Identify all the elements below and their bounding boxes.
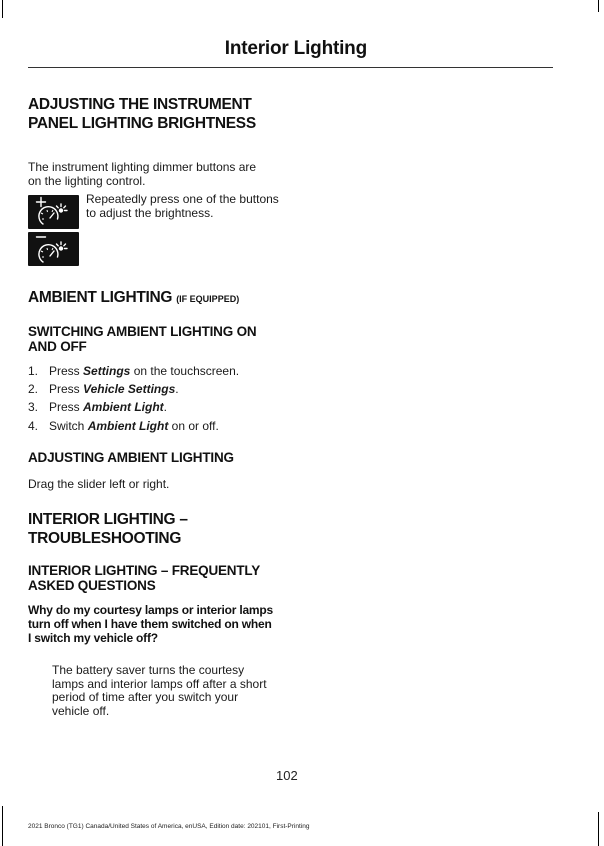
- list-item: [28, 362, 288, 380]
- step-emphasis: Ambient Light: [83, 400, 164, 415]
- section-heading: [28, 288, 328, 309]
- subsection-heading: SWITCHING AMBIENT LIGHTING ON AND OFF: [28, 324, 257, 354]
- brightness-decrease-icon: [28, 232, 79, 266]
- page-title: Interior Lighting: [224, 38, 367, 59]
- section-heading: INTERIOR LIGHTING – TROUBLESHOOTING: [28, 511, 188, 547]
- page-number: 102: [276, 768, 298, 783]
- brightness-increase-icon: [28, 195, 79, 229]
- step-text: .: [163, 400, 168, 415]
- dimmer-icons-block: [28, 192, 279, 270]
- ambient-heading-note: (IF EQUIPPED): [176, 294, 240, 304]
- subsection-heading: INTERIOR LIGHTING – FREQUENTLY ASKED QUESTIONS: [28, 563, 260, 593]
- step-text: Press: [49, 382, 84, 397]
- step-number: 3.: [28, 400, 39, 415]
- intro-text: The instrument lighting dimmer buttons are on the lighting control.: [28, 160, 257, 188]
- faq-question: Why do my courtesy lamps or interior lamps turn off when I have them switched on when I switch my vehicle off?: [28, 603, 273, 645]
- step-text: .: [175, 382, 179, 397]
- header-divider: [28, 67, 553, 68]
- crop-mark-top-left: [2, 0, 3, 18]
- ambient-steps: [28, 362, 288, 435]
- edition-info: 2021 Bronco (TG1) Canada/United States of America, enUSA, Edition date: 202101, First-Printing: [28, 823, 310, 830]
- step-number: 4.: [28, 418, 39, 433]
- step-emphasis: Ambient Light: [87, 418, 169, 433]
- list-item: [28, 380, 288, 398]
- section-instrument-brightness: [28, 95, 278, 133]
- adjusting-ambient-block: [28, 451, 288, 466]
- faq-answer-block: [52, 664, 274, 718]
- step-emphasis: Settings: [83, 364, 131, 378]
- step-number: 1.: [28, 364, 39, 378]
- step-text: on or off.: [168, 418, 219, 433]
- section-troubleshooting: [28, 510, 238, 548]
- crop-mark-bottom-left: [2, 806, 3, 846]
- adjusting-text: Drag the slider left or right.: [28, 477, 170, 491]
- steps-list: [28, 362, 288, 435]
- section-heading: ADJUSTING THE INSTRUMENT PANEL LIGHTING BRIGHTNESS: [28, 96, 256, 132]
- faq-heading-block: [28, 564, 280, 593]
- step-number: 2.: [28, 382, 39, 397]
- icon-instruction-text: Repeatedly press one of the buttons to adjust the brightness.: [86, 192, 279, 220]
- list-item: [28, 417, 288, 435]
- step-text: Switch: [49, 418, 88, 433]
- switching-ambient-block: [28, 325, 278, 354]
- faq-question-block: [28, 603, 276, 645]
- faq-answer: The battery saver turns the courtesy lamps and interior lamps off after a short period of time after you switch your vehicle off.: [52, 663, 267, 718]
- ambient-heading-text: AMBIENT LIGHTING: [28, 289, 173, 306]
- step-text: on the touchscreen.: [130, 364, 240, 378]
- step-emphasis: Vehicle Settings: [83, 382, 176, 397]
- crop-mark-top-right: [598, 0, 599, 12]
- step-text: Press: [49, 364, 84, 378]
- subsection-heading: ADJUSTING AMBIENT LIGHTING: [28, 450, 234, 465]
- instrument-intro: [28, 161, 278, 188]
- list-item: [28, 398, 288, 416]
- crop-mark-bottom-right: [598, 812, 599, 846]
- section-ambient-lighting: [28, 288, 328, 309]
- adjusting-text-block: [28, 478, 278, 492]
- step-text: Press: [49, 400, 84, 415]
